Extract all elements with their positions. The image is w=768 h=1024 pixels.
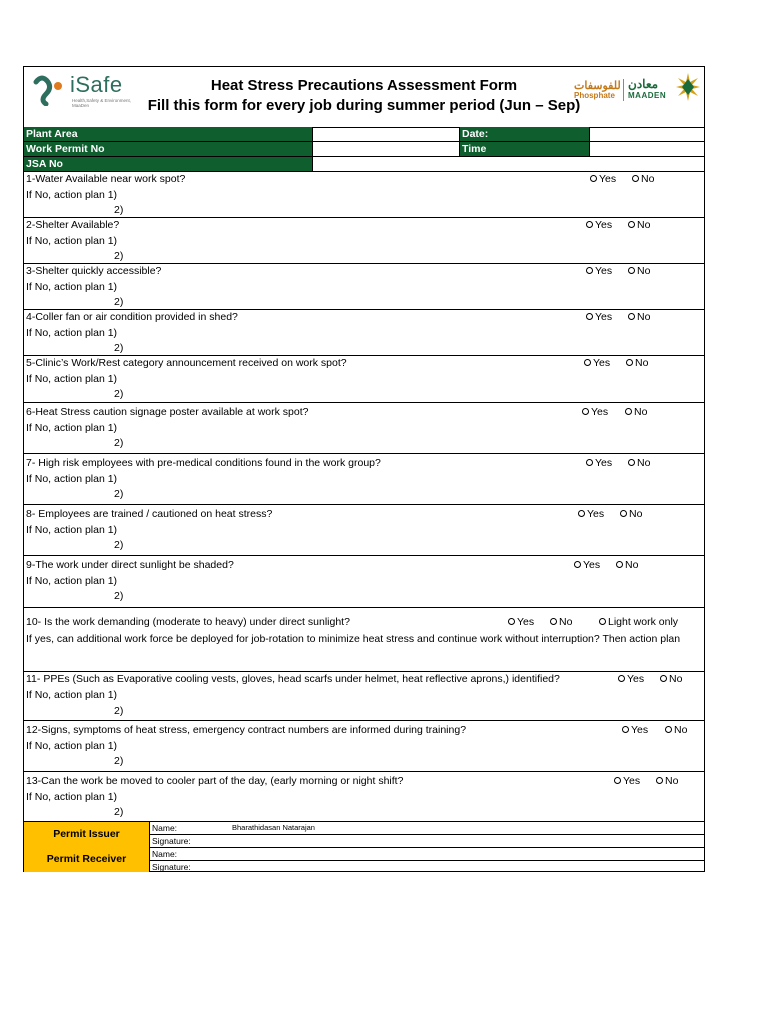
issuer-name-value: Bharathidasan Natarajan [232, 823, 315, 832]
no-radio[interactable] [550, 616, 572, 628]
light-work-label: Light work only [608, 616, 679, 628]
no-radio[interactable] [628, 265, 650, 277]
permit-issuer-block [24, 822, 704, 848]
maaden-text: MAADEN [628, 91, 667, 100]
question-text: 13-Can the work be moved to cooler part of the day, (early morning or night shift? [26, 775, 404, 787]
no-label: No [641, 173, 655, 185]
no-label: No [629, 508, 643, 520]
permit-receiver-block [24, 848, 704, 872]
question-text: 7- High risk employees with pre-medical conditions found in the work group? [26, 457, 381, 469]
radio-circle-icon [622, 726, 629, 733]
question-10-followup: If yes, can additional work force be deployed for job-rotation to minimize heat stress and continue work without interruption? Then action plan [26, 633, 681, 645]
date-label: Date: [460, 127, 590, 141]
date-field[interactable] [590, 127, 704, 141]
question-text: 10- Is the work demanding (moderate to heavy) under direct sunlight? [26, 616, 350, 628]
question-text: 6-Heat Stress caution signage poster available at work spot? [26, 406, 309, 418]
permit-receiver-label: Permit Receiver [24, 848, 150, 872]
question-10 [24, 608, 704, 672]
action-plan-2: 2) [114, 806, 124, 818]
radio-circle-icon [574, 561, 581, 568]
action-plan-1: If No, action plan 1) [26, 689, 118, 701]
yes-label: Yes [631, 724, 649, 736]
no-label: No [637, 311, 651, 323]
yes-label: Yes [593, 357, 611, 369]
radio-circle-icon [586, 267, 593, 274]
radio-circle-icon [550, 618, 557, 625]
time-label: Time [460, 142, 590, 156]
no-label: No [635, 357, 649, 369]
info-row-1 [24, 127, 704, 142]
isafe-logo [32, 72, 142, 112]
name-label: Name: [152, 823, 178, 833]
action-plan-2: 2) [114, 204, 124, 216]
yes-label: Yes [595, 219, 613, 231]
info-row-2 [24, 142, 704, 157]
action-plan-1: If No, action plan 1) [26, 373, 118, 385]
action-plan-1: If No, action plan 1) [26, 189, 118, 201]
action-plan-2: 2) [114, 296, 124, 308]
action-plan-1: If No, action plan 1) [26, 235, 118, 247]
form-subtitle: Fill this form for every job during summer period (Jun – Sep) [147, 97, 581, 114]
jsa-no-field[interactable] [313, 157, 704, 171]
radio-circle-icon [508, 618, 515, 625]
radio-circle-icon [614, 777, 621, 784]
signature-label: Signature: [152, 836, 191, 846]
issuer-name-row[interactable] [150, 822, 704, 835]
yes-radio[interactable] [582, 406, 608, 418]
no-radio[interactable] [625, 406, 647, 418]
radio-circle-icon [628, 267, 635, 274]
time-field[interactable] [590, 142, 704, 156]
isafe-tagline: Health,Safety & Environment, MaaDen [72, 98, 132, 108]
no-radio[interactable] [632, 173, 654, 185]
yes-label: Yes [595, 311, 613, 323]
radio-circle-icon [582, 408, 589, 415]
yes-radio[interactable] [622, 724, 648, 736]
isafe-icon [32, 72, 68, 106]
radio-circle-icon [625, 408, 632, 415]
light-work-radio[interactable] [599, 616, 678, 628]
no-radio[interactable] [628, 219, 650, 231]
question-text: 4-Coller fan or air condition provided in shed? [26, 311, 238, 323]
radio-circle-icon [620, 510, 627, 517]
radio-circle-icon [660, 675, 667, 682]
question-text: 3-Shelter quickly accessible? [26, 265, 162, 277]
yes-radio[interactable] [578, 508, 604, 520]
arabic-maaden-text: معادن [628, 77, 659, 91]
phosphate-text: Phosphate [574, 91, 615, 100]
maaden-phosphate-logo [572, 71, 702, 103]
radio-circle-icon [599, 618, 606, 625]
question-text: 2-Shelter Available? [26, 219, 120, 231]
yes-label: Yes [595, 457, 613, 469]
action-plan-2: 2) [114, 388, 124, 400]
question-8 [24, 505, 704, 556]
signature-label: Signature: [152, 862, 191, 872]
question-4 [24, 310, 704, 356]
no-label: No [665, 775, 679, 787]
logo-divider [623, 79, 624, 101]
question-1 [24, 172, 704, 218]
action-plan-2: 2) [114, 590, 124, 602]
action-plan-2: 2) [114, 250, 124, 262]
plant-area-field[interactable] [313, 127, 460, 141]
yes-radio[interactable] [586, 457, 612, 469]
form-header [24, 67, 704, 128]
radio-circle-icon [578, 510, 585, 517]
yes-radio[interactable] [618, 673, 644, 685]
no-label: No [637, 457, 651, 469]
action-plan-2: 2) [114, 437, 124, 449]
action-plan-1: If No, action plan 1) [26, 327, 118, 339]
question-text: 8- Employees are trained / cautioned on heat stress? [26, 508, 273, 520]
no-radio[interactable] [626, 357, 648, 369]
no-radio[interactable] [628, 311, 650, 323]
yes-label: Yes [627, 673, 645, 685]
question-text: 9-The work under direct sunlight be shaded? [26, 559, 234, 571]
radio-circle-icon [628, 221, 635, 228]
question-text: 1-Water Available near work spot? [26, 173, 186, 185]
issuer-signature-row[interactable] [150, 835, 704, 848]
yes-radio[interactable] [586, 265, 612, 277]
work-permit-field[interactable] [313, 142, 460, 156]
isafe-wordmark: iSafe [70, 72, 123, 97]
action-plan-1: If No, action plan 1) [26, 791, 118, 803]
radio-circle-icon [586, 221, 593, 228]
no-radio[interactable] [656, 775, 678, 787]
question-6 [24, 403, 704, 454]
action-plan-2: 2) [114, 755, 124, 767]
maaden-star-icon [676, 73, 700, 101]
question-9 [24, 556, 704, 608]
yes-radio[interactable] [614, 775, 640, 787]
plant-area-label: Plant Area [24, 127, 313, 141]
question-text: 11- PPEs (Such as Evaporative cooling vests, gloves, head scarfs under helmet, heat reflective aprons,) identified? [26, 673, 560, 685]
radio-circle-icon [628, 313, 635, 320]
radio-circle-icon [590, 175, 597, 182]
action-plan-1: If No, action plan 1) [26, 740, 118, 752]
question-11 [24, 672, 704, 721]
receiver-signature-row[interactable] [150, 861, 704, 874]
question-2 [24, 218, 704, 264]
arabic-phosphate-text: للفوسفات [574, 80, 621, 92]
radio-circle-icon [628, 459, 635, 466]
action-plan-2: 2) [114, 539, 124, 551]
yes-radio[interactable] [586, 311, 612, 323]
question-13 [24, 772, 704, 822]
radio-circle-icon [616, 561, 623, 568]
radio-circle-icon [586, 313, 593, 320]
question-12 [24, 721, 704, 772]
no-radio[interactable] [665, 724, 687, 736]
no-radio[interactable] [620, 508, 642, 520]
question-text: 5-Clinic’s Work/Rest category announcement received on work spot? [26, 357, 347, 369]
question-3 [24, 264, 704, 310]
action-plan-1: If No, action plan 1) [26, 473, 118, 485]
yes-label: Yes [591, 406, 609, 418]
info-row-3 [24, 157, 704, 172]
radio-circle-icon [618, 675, 625, 682]
form-title: Heat Stress Precautions Assessment Form [210, 77, 518, 94]
heat-stress-form [23, 66, 705, 872]
no-label: No [634, 406, 648, 418]
permit-issuer-label: Permit Issuer [24, 822, 150, 848]
radio-circle-icon [656, 777, 663, 784]
no-radio[interactable] [660, 673, 682, 685]
no-label: No [637, 265, 651, 277]
radio-circle-icon [665, 726, 672, 733]
yes-radio[interactable] [584, 357, 610, 369]
yes-label: Yes [583, 559, 601, 571]
jsa-no-label: JSA No [24, 157, 313, 171]
radio-circle-icon [584, 359, 591, 366]
no-radio[interactable] [616, 559, 638, 571]
action-plan-1: If No, action plan 1) [26, 575, 118, 587]
radio-circle-icon [586, 459, 593, 466]
yes-radio[interactable] [574, 559, 600, 571]
question-text: 12-Signs, symptoms of heat stress, emergency contract numbers are informed during training? [26, 724, 467, 736]
yes-label: Yes [623, 775, 641, 787]
action-plan-2: 2) [114, 342, 124, 354]
action-plan-2: 2) [114, 705, 124, 717]
no-label: No [559, 616, 573, 628]
action-plan-1: If No, action plan 1) [26, 422, 118, 434]
yes-label: Yes [517, 616, 535, 628]
radio-circle-icon [626, 359, 633, 366]
yes-radio[interactable] [586, 219, 612, 231]
no-radio[interactable] [628, 457, 650, 469]
yes-label: Yes [595, 265, 613, 277]
name-label: Name: [152, 849, 178, 859]
no-label: No [674, 724, 688, 736]
yes-label: Yes [599, 173, 617, 185]
receiver-name-row[interactable] [150, 848, 704, 861]
work-permit-label: Work Permit No [24, 142, 313, 156]
radio-circle-icon [632, 175, 639, 182]
action-plan-1: If No, action plan 1) [26, 524, 118, 536]
no-label: No [637, 219, 651, 231]
yes-label: Yes [587, 508, 605, 520]
yes-radio[interactable] [590, 173, 616, 185]
question-7 [24, 454, 704, 505]
action-plan-1: If No, action plan 1) [26, 281, 118, 293]
no-label: No [669, 673, 683, 685]
action-plan-2: 2) [114, 488, 124, 500]
question-5 [24, 356, 704, 403]
no-label: No [625, 559, 639, 571]
yes-radio[interactable] [508, 616, 534, 628]
